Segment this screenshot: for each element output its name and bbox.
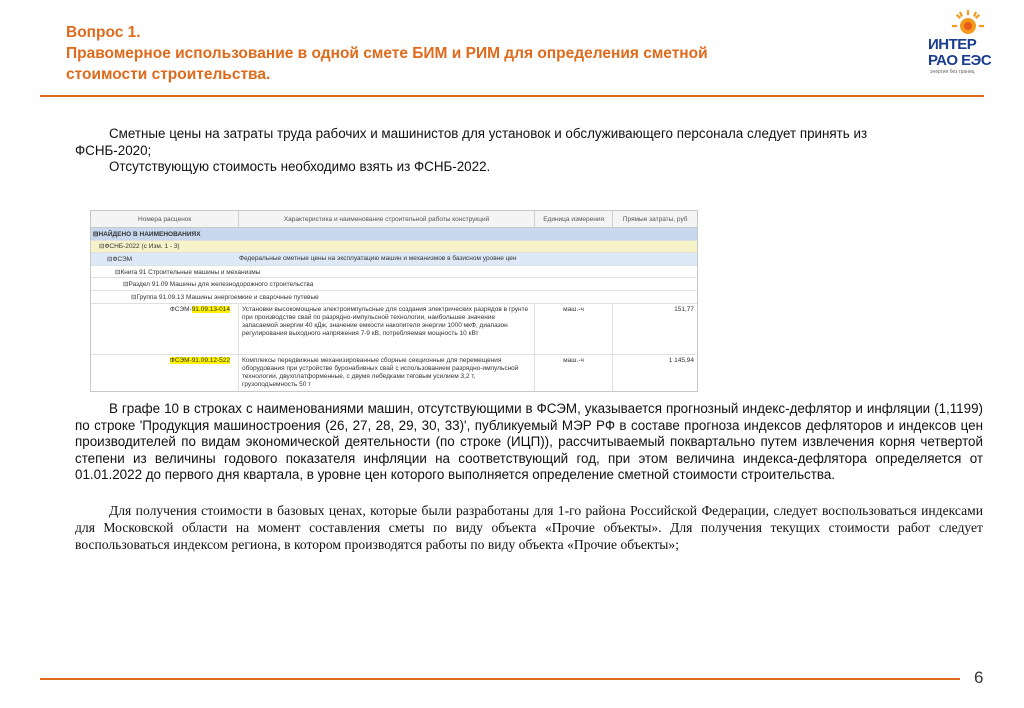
col-header-unit: Единица измерения [535,211,614,227]
table-header [91,211,697,228]
tree-row-label: ⊟Группа 91.09.13 Машины энергоемкие и сварочные путевые [131,293,319,301]
tree-row-book[interactable] [91,266,697,279]
rate-code [91,304,239,354]
deflator-paragraph: В графе 10 в строках с наименованиями машин, отсутствующими в ФСЭМ, указывается прогнозный индекс-дефлятор и инфляции (1,1199) по строке 'Продукция машиностроения (26, 27, 28, 29, 30, 33)', публикуемый МЭР РФ в составе прогноза индексов дефляторов и индексов цен производителей по видам экономической деятельности (по строке (ИЦП)), рассчитываемый поквартально путем извлечения корня четвертой степени из величины годового показателя инфляции на соответствующий год, при этом величина индекса-дефлятора определяется от 01.01.2022 до первого дня квартала, в уровне цен которого выполняется определение сметной стоимости строительства. [75,401,983,483]
logo-text-inter: ИНТЕР [928,36,977,53]
rates-table-screenshot [90,210,698,392]
tree-row-group[interactable] [91,291,697,304]
footer-divider [40,678,960,680]
rate-price: 151,77 [674,305,694,313]
rate-unit: маш.-ч [535,355,613,392]
tree-row-label: ⊟НАЙДЕНО В НАИМЕНОВАНИЯХ [93,230,201,238]
tree-row-fsem[interactable] [91,253,697,266]
rate-code-prefix: ФСЭМ- [169,305,192,313]
tree-row-found[interactable] [91,228,697,241]
rate-code-highlight: ФСЭМ-91.09.12-522 [169,356,230,364]
rate-code-highlight: 91.09.13-014 [191,305,230,313]
intro-line-3: Отсутствующую стоимость необходимо взять из ФСНБ-2022. [109,159,491,174]
col-header-code: Номера расценок [91,211,239,227]
base-prices-paragraph: Для получения стоимости в базовых ценах, которые были разработаны для 1-го района Российской Федерации, следует воспользоваться индексами для Московской области на момент составления сметы по виду объекта «Прочие объекты». Для получения текущих стоимости работ следует воспользоваться индексом региона, в котором производятся работы по виду объекта «Прочие объекты»; [75,503,983,553]
logo-text-rao: РАО ЕЭС [928,52,992,69]
table-row[interactable] [91,355,697,392]
intro-text [75,126,983,176]
rate-price: 1 145,94 [668,356,694,364]
tree-row-label: ⊟ФСНБ-2022 (с Изм. 1 - 3) [99,243,180,251]
tree-row-section[interactable] [91,278,697,291]
col-header-desc: Характеристика и наименование строительной работы конструкций [239,211,535,227]
table-row[interactable] [91,304,697,355]
tree-row-desc: Федеральные сметные цены на эксплуатацию машин и механизмов в базисном уровне цен [239,255,517,263]
tree-row-label: ⊟Книга 91 Строительные машины и механизмы [115,268,261,276]
rate-description: Комплексы передвижные механизированные сборные секционные для перемещения оборудования при устройстве буронабивных свай с использованием разрядно-импульсной технологии, двухплатформенные, с двумя лебедками тяговым усилием 3,2 т, грузоподъемность 50 т [239,355,535,392]
tree-row-label: ⊟Раздел 91.09 Машины для железнодорожного строительства [123,281,314,289]
rate-description: Установки высокомощные электроимпульсные для создания электрических разрядов в грунте при производстве свай по разрядно-импульсной технологии, наибольшее значение запасаемой энергии 40 кДж, значение емкости накопителя энергии 1000 мкФ, диапазон регулирования выходного напряжения 7-9 кВ, потребляемая мощность 10 кВт [239,304,535,354]
rate-unit: маш.-ч [535,304,613,354]
page-number: 6 [974,668,984,687]
logo-tagline: энергия без границ [930,69,975,75]
slide-title [66,22,856,85]
tree-row-label: ⊟ФСЭМ [107,255,133,263]
title-line-3: стоимости строительства. [66,66,271,83]
header-divider [40,95,984,97]
intro-line-2: ФСНБ-2020; [75,142,152,158]
col-header-price: Прямые затраты, руб [622,215,688,223]
title-line-1: Вопрос 1. [66,24,141,41]
tree-row-fsnb[interactable] [91,241,697,254]
intro-line-1: Сметные цены на затраты труда рабочих и машинистов для установок и обслуживающего персонала следует принять из [109,126,868,141]
rate-code [91,355,239,392]
company-logo [920,8,1010,80]
title-line-2: Правомерное использование в одной смете БИМ и РИМ для определения сметной [66,45,708,62]
